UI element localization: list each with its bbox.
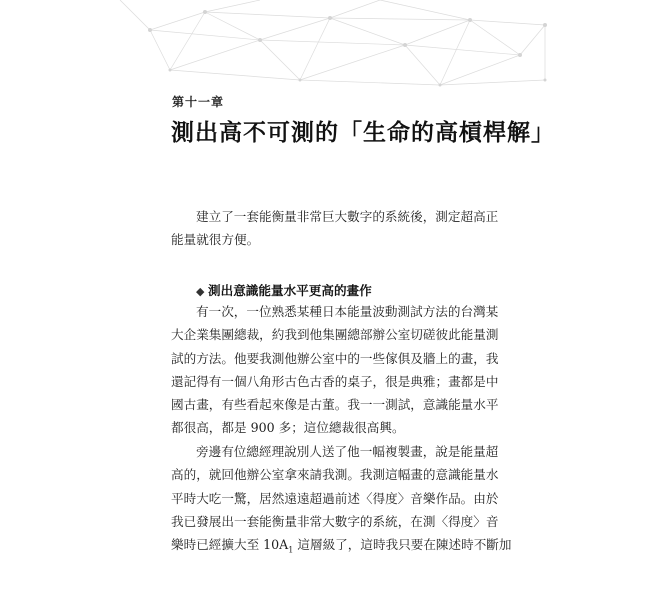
text-line: 大企業集團總裁，約我到他集團總部辦公室切磋彼此能量測 — [171, 327, 499, 343]
subscript: 1 — [288, 545, 294, 555]
paragraph-1 — [171, 300, 499, 440]
text-line: 都很高，都是 900 多；這位總裁很高興。 — [171, 420, 405, 436]
section-heading-text: 測出意識能量水平更高的畫作 — [208, 283, 372, 298]
text-line: 旁邊有位總經理說別人送了他一幅複製畫，說是能量超 — [196, 444, 499, 459]
intro-paragraph — [171, 205, 499, 252]
text-line: 建立了一套能衡量非常巨大數字的系統後，測定超高正 — [196, 209, 499, 224]
text-line: 我已發展出一套能衡量非常大數字的系統，在測〈得度〉音 — [171, 513, 499, 529]
text-line: 還記得有一個八角形古色古香的桌子，很是典雅；畫都是中 — [171, 373, 499, 389]
section-heading — [196, 280, 372, 299]
paragraph-2 — [171, 440, 512, 556]
diamond-bullet-icon: ◆ — [196, 285, 205, 298]
text-line — [171, 533, 512, 556]
text-line: 試的方法。他要我測他辦公室中的一些傢俱及牆上的畫，我 — [171, 350, 499, 366]
chapter-title: 測出高不可測的「生命的高槓桿解」 — [171, 120, 555, 146]
text-fragment: 樂時已經擴大至 10A — [171, 537, 289, 553]
text-fragment: 這層級了，這時我只要在陳述時不斷加 — [297, 537, 512, 553]
text-line: 有一次，一位熟悉某種日本能量波動測試方法的台灣某 — [196, 304, 499, 319]
text-line: 平時大吃一驚，居然遠遠超過前述〈得度〉音樂作品。由於 — [171, 490, 499, 506]
text-line: 國古畫，有些看起來像是古董。我一一測試，意識能量水平 — [171, 397, 499, 413]
text-line: 高的，就回他辦公室拿來請我測。我測這幅畫的意識能量水 — [171, 467, 499, 483]
text-line: 能量就很方便。 — [171, 232, 260, 248]
chapter-number: 第十一章 — [172, 95, 225, 109]
